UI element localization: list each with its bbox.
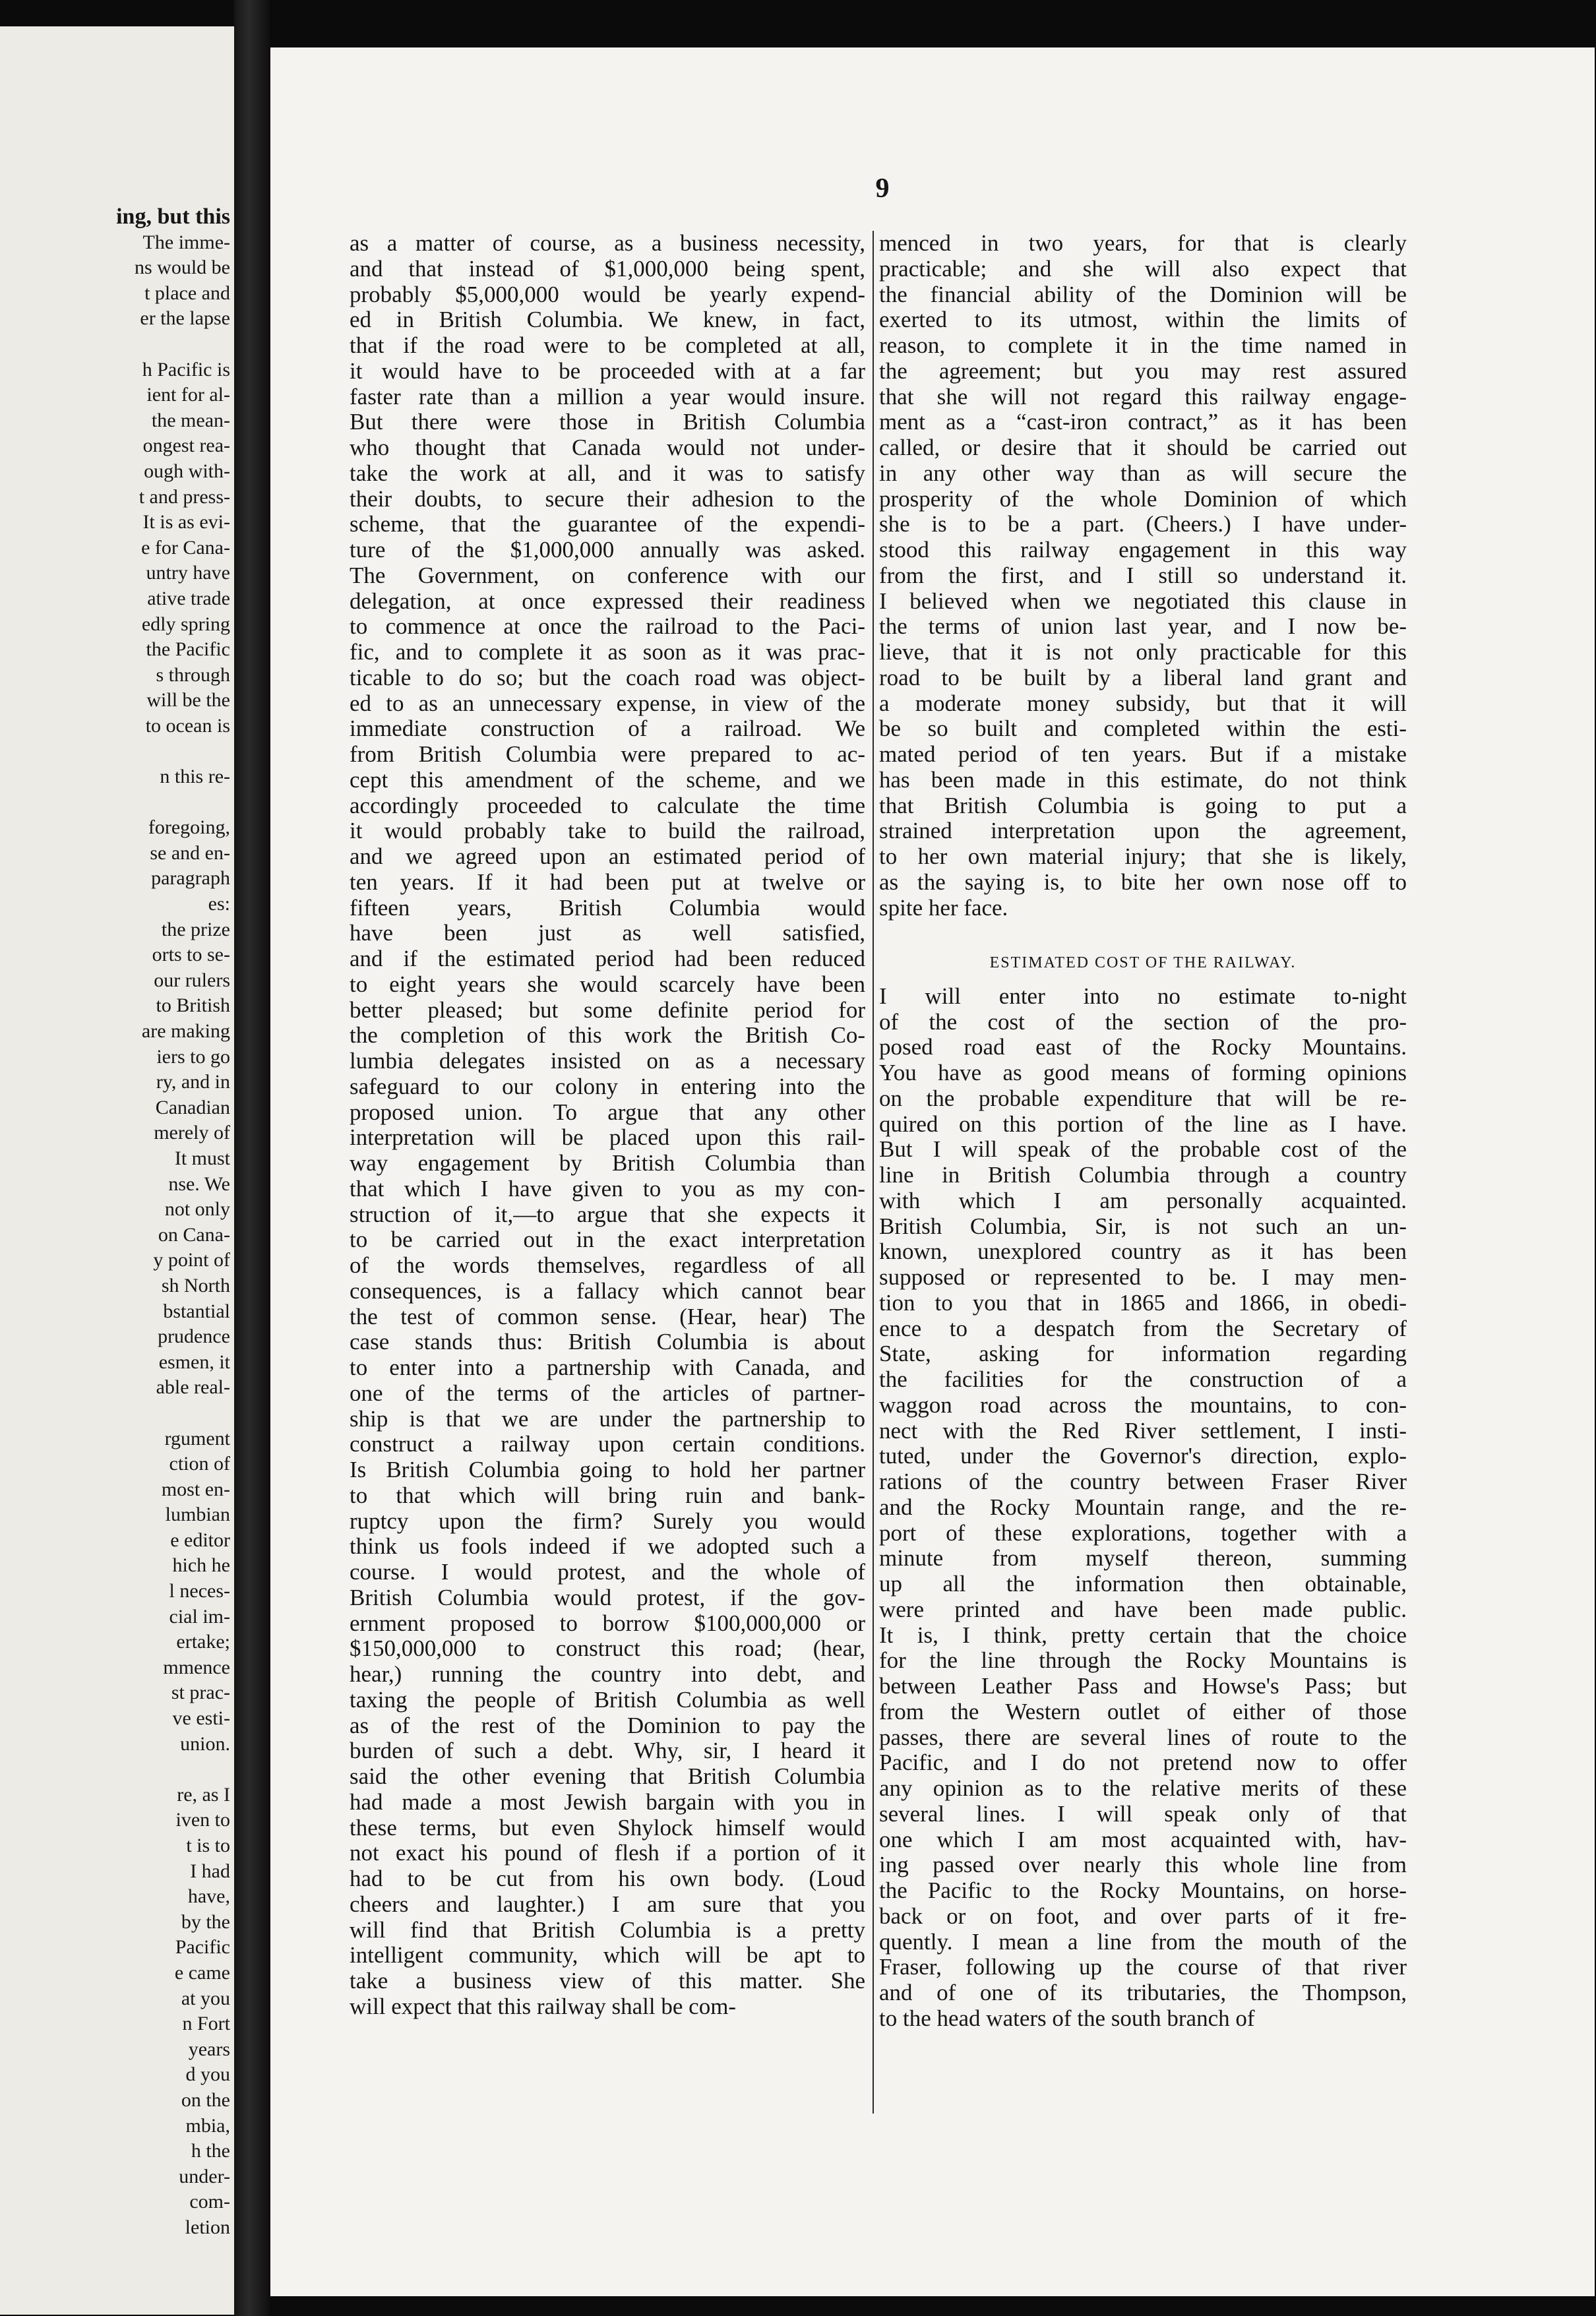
left-page-fragment: will be the xyxy=(146,689,230,712)
left-page-fragment xyxy=(6,1401,230,1426)
text-line: ing passed over nearly this whole line from xyxy=(879,1852,1407,1878)
left-page-fragment: union. xyxy=(180,1732,230,1755)
text-line: It is, I think, pretty certain that the choice xyxy=(879,1622,1407,1648)
left-page-fragment: com- xyxy=(189,2191,230,2213)
text-line: back or on foot, and over parts of it fre- xyxy=(879,1903,1407,1929)
left-page-fragment: cial im- xyxy=(169,1605,230,1628)
text-line: scheme, that the guarantee of the expendi- xyxy=(350,511,865,537)
left-page-fragment: the Pacific xyxy=(146,638,230,661)
text-line: strained interpretation upon the agreement, xyxy=(879,818,1407,844)
text-line: in any other way than as will secure the xyxy=(879,460,1407,486)
left-page-fragment: paragraph xyxy=(151,867,230,890)
text-line: were printed and have been made public. xyxy=(879,1596,1407,1622)
text-line: line in British Columbia through a country xyxy=(879,1162,1407,1188)
text-line: one of the terms of the articles of partner- xyxy=(350,1380,865,1406)
left-page-fragment: It must xyxy=(174,1147,230,1169)
text-line: that British Columbia is going to put a xyxy=(879,792,1407,818)
left-page-fragment: ative trade xyxy=(147,587,230,609)
text-line: will expect that this railway shall be com- xyxy=(350,1993,737,2019)
left-page-fragment: at you xyxy=(181,1987,230,2009)
left-page-fragment: ing, but this xyxy=(116,204,230,229)
text-line: menced in two years, for that is clearly xyxy=(879,230,1407,256)
text-line: the test of common sense. (Hear, hear) The xyxy=(350,1303,865,1329)
text-line: for the line through the Rocky Mountains is xyxy=(879,1647,1407,1674)
left-page-fragment: t place and xyxy=(144,282,230,304)
text-line: several lines. I will speak only of that xyxy=(879,1800,1407,1827)
text-column-right-part2 xyxy=(879,984,1407,2032)
text-line: be so built and completed within the esti- xyxy=(879,716,1407,742)
text-line: not exact his pound of flesh if a portion of it xyxy=(350,1840,865,1866)
text-line: tion to you that in 1865 and 1866, in obedi- xyxy=(879,1289,1407,1316)
text-line: the facilities for the construction of a xyxy=(879,1366,1407,1392)
left-page-fragment: e editor xyxy=(170,1529,230,1551)
text-line: the terms of union last year, and I now be- xyxy=(879,613,1407,640)
text-line: cept this amendment of the scheme, and we xyxy=(350,766,865,793)
text-line: tuted, under the Governor's direction, explo- xyxy=(879,1443,1407,1469)
text-line: waggon road across the mountains, to con- xyxy=(879,1391,1407,1418)
text-line: and the Rocky Mountain range, and the re- xyxy=(879,1494,1407,1520)
text-line: Is British Columbia going to hold her partner xyxy=(350,1457,865,1482)
text-line: accordingly proceeded to calculate the time xyxy=(350,792,865,818)
text-line: as a matter of course, as a business necessity, xyxy=(350,230,865,256)
text-line: to eight years she would scarcely have been xyxy=(350,971,865,997)
left-page-fragment: Pacific xyxy=(175,1936,230,1959)
text-line: a moderate money subsidy, but that it will xyxy=(879,690,1407,716)
text-line: ed in British Columbia. We knew, in fact, xyxy=(350,307,865,333)
text-line: have been just as well satisfied, xyxy=(350,920,865,946)
text-line: But there were those in British Columbia xyxy=(350,409,865,435)
text-line: to commence at once the railroad to the Paci- xyxy=(350,613,865,640)
left-page-fragment: se and en- xyxy=(150,841,230,864)
left-page-fragment: ient for al- xyxy=(146,384,230,406)
left-page-fragment: e for Cana- xyxy=(141,536,230,559)
text-line: faster rate than a million a year would insure. xyxy=(350,383,865,410)
text-line: ture of the $1,000,000 annually was asked. xyxy=(350,537,865,563)
text-line: quently. I mean a line from the mouth of the xyxy=(879,1928,1407,1955)
left-page-fragment: bstantial xyxy=(163,1300,230,1322)
text-line: ence to a despatch from the Secretary of xyxy=(879,1315,1407,1341)
left-page-fragment: the prize xyxy=(161,918,230,940)
text-line: But I will speak of the probable cost of the xyxy=(879,1136,1407,1163)
text-line: construct a railway upon certain conditions. xyxy=(350,1431,865,1457)
left-page-fragment: nse. We xyxy=(168,1173,230,1195)
text-line: nect with the Red River settlement, I insti- xyxy=(879,1417,1407,1444)
left-page-fragment: not only xyxy=(164,1198,230,1221)
text-line: their doubts, to secure their adhesion to the xyxy=(350,485,865,512)
left-page-fragment: mbia, xyxy=(185,2114,230,2137)
left-page-edge xyxy=(0,26,234,2315)
text-line: quired on this portion of the line as I have. xyxy=(879,1111,1407,1137)
left-page-fragment: l neces- xyxy=(169,1580,230,1602)
left-page-fragment: Canadian xyxy=(155,1096,230,1118)
left-page-fragment: have, xyxy=(187,1885,230,1908)
text-line: rations of the country between Fraser River xyxy=(879,1469,1407,1494)
text-line: ticable to do so; but the coach road was object- xyxy=(350,664,865,690)
left-page-text-fragments xyxy=(6,204,230,2241)
left-page-fragment: h the xyxy=(191,2140,230,2162)
left-page-fragment: lumbian xyxy=(165,1504,230,1526)
text-line: taxing the people of British Columbia as well xyxy=(350,1686,865,1713)
left-page-fragment: e came xyxy=(174,1961,230,1984)
left-page-fragment: ns would be xyxy=(135,257,230,279)
left-page-fragment: iers to go xyxy=(156,1045,230,1068)
left-page-fragment: hich he xyxy=(172,1554,230,1577)
left-page-fragment: able real- xyxy=(156,1376,230,1399)
left-page-fragment: re, as I xyxy=(177,1783,230,1806)
text-line: exerted to its utmost, within the limits of xyxy=(879,307,1407,333)
text-line: stood this railway engagement in this way xyxy=(879,537,1407,563)
left-page-fragment: most en- xyxy=(161,1478,230,1500)
text-line: to enter into a partnership with Canada, and xyxy=(350,1355,865,1380)
text-line: way engagement by British Columbia than xyxy=(350,1150,865,1176)
text-line: the agreement; but you may rest assured xyxy=(879,357,1407,384)
text-line: and of one of its tributaries, the Thompson, xyxy=(879,1980,1407,2005)
left-page-fragment: are making xyxy=(141,1020,230,1042)
text-line: think us fools indeed if we adopted such a xyxy=(350,1533,865,1560)
text-line: had made a most Jewish bargain with you in xyxy=(350,1788,865,1815)
text-line: of the words themselves, regardless of all xyxy=(350,1252,865,1278)
text-line: will find that British Columbia is a pretty xyxy=(350,1916,865,1943)
left-page-fragment: The imme- xyxy=(142,231,230,253)
text-line: ed to as an unnecessary expense, in view of the xyxy=(350,690,865,716)
left-page-fragment: orts to se- xyxy=(152,944,230,966)
text-line: mated period of ten years. But if a mistake xyxy=(879,741,1407,767)
book-gutter xyxy=(234,0,270,2316)
spacer xyxy=(879,921,1407,946)
text-line: and if the estimated period had been reduced xyxy=(350,946,865,971)
left-page-fragment: to ocean is xyxy=(145,714,230,737)
text-line: has been made in this estimate, do not think xyxy=(879,766,1407,793)
text-line: struction of it,—to argue that she expects it xyxy=(350,1201,865,1227)
text-line: delegation, at once expressed their readiness xyxy=(350,588,865,614)
text-line: spite her face. xyxy=(879,894,1008,921)
text-line: from the first, and I still so understand it. xyxy=(879,562,1407,588)
text-line: course. I would protest, and the whole of xyxy=(350,1559,865,1585)
left-page-fragment: untry have xyxy=(146,562,230,584)
text-line: called, or desire that it should be carried out xyxy=(879,435,1407,460)
spacer xyxy=(879,976,1407,984)
text-line: consequences, is a fallacy which cannot bear xyxy=(350,1277,865,1304)
left-page-fragment: I had xyxy=(190,1860,230,1882)
left-page-fragment xyxy=(6,332,230,357)
left-page-fragment: on Cana- xyxy=(158,1223,230,1246)
text-line: ruptcy upon the firm? Surely you would xyxy=(350,1508,865,1534)
text-line: better pleased; but some definite period for xyxy=(350,996,865,1023)
left-page-fragment: ough with- xyxy=(144,460,230,482)
left-page-fragment: esmen, it xyxy=(158,1351,230,1373)
left-page-fragment: st prac- xyxy=(171,1682,230,1704)
text-line: she is to be a part. (Cheers.) I have under- xyxy=(879,511,1407,537)
text-line: take a business view of this matter. She xyxy=(350,1968,865,1994)
left-page-fragment: merely of xyxy=(154,1122,230,1144)
left-page-fragment: ction of xyxy=(169,1453,230,1475)
text-line: case stands thus: British Columbia is about xyxy=(350,1329,865,1355)
text-line: the financial ability of the Dominion will be xyxy=(879,281,1407,307)
left-page-fragment: iven to xyxy=(175,1809,230,1831)
left-page-fragment: y point of xyxy=(153,1249,230,1271)
text-line: $150,000,000 to construct this road; (hear, xyxy=(350,1635,865,1662)
text-line: I believed when we negotiated this clause in xyxy=(879,588,1407,614)
left-page-fragment: n this re- xyxy=(160,766,230,788)
text-line: as of the rest of the Dominion to pay the xyxy=(350,1712,865,1738)
left-page-fragment: years xyxy=(188,2038,230,2060)
text-line: had to be cut from his own body. (Loud xyxy=(350,1866,865,1891)
left-page-fragment: sh North xyxy=(161,1274,230,1296)
text-line: and we agreed upon an estimated period of xyxy=(350,843,865,869)
text-line: of the cost of the section of the pro- xyxy=(879,1008,1407,1035)
left-page-fragment: t is to xyxy=(186,1835,230,1856)
text-line: burden of such a debt. Why, sir, I heard it xyxy=(350,1738,865,1764)
text-line: from British Columbia were prepared to ac- xyxy=(350,741,865,767)
text-line: immediate construction of a railroad. We xyxy=(350,716,865,742)
text-line: the Pacific to the Rocky Mountains, on horse- xyxy=(879,1877,1407,1903)
left-page-fragment: prudence xyxy=(158,1326,230,1348)
left-page-fragment xyxy=(6,1757,230,1783)
text-line: said the other evening that British Columbia xyxy=(350,1763,865,1789)
section-heading: ESTIMATED COST OF THE RAILWAY. xyxy=(989,954,1297,971)
text-line: to the head waters of the south branch of xyxy=(879,2005,1255,2031)
left-page-fragment: letion xyxy=(185,2216,230,2238)
left-page-fragment: d you xyxy=(185,2063,230,2086)
left-page-fragment: t and press- xyxy=(138,485,230,508)
text-line: proposed union. To argue that any other xyxy=(350,1099,865,1125)
left-page-fragment: h Pacific is xyxy=(142,358,230,381)
text-line: lieve, that it is not only practicable for this xyxy=(879,639,1407,665)
text-line: minute from myself thereon, summing xyxy=(879,1545,1407,1571)
text-line: it would probably take to build the railroad, xyxy=(350,818,865,844)
text-line: on the probable expenditure that will be re- xyxy=(879,1085,1407,1111)
text-line: who thought that Canada would not under- xyxy=(350,435,865,460)
left-page-fragment: n Fort xyxy=(182,2013,230,2035)
text-line: to her own material injury; that she is likely, xyxy=(879,843,1407,869)
left-page-fragment xyxy=(6,790,230,816)
text-line: British Columbia, Sir, is not such an un- xyxy=(879,1213,1407,1239)
text-line: practicable; and she will also expect that xyxy=(879,255,1407,282)
left-page-fragment: er the lapse xyxy=(140,307,230,330)
left-page-fragment: mmence xyxy=(163,1656,230,1678)
text-line: The Government, on conference with our xyxy=(350,562,865,588)
text-line: it would have to be proceeded with at a far xyxy=(350,357,865,384)
left-page-fragment: edly spring xyxy=(141,613,230,635)
left-page-fragment: the mean- xyxy=(151,409,230,431)
text-line: up all the information then obtainable, xyxy=(879,1571,1407,1597)
text-line: British Columbia would protest, if the gov- xyxy=(350,1584,865,1610)
text-line: hear,) running the country into debt, and xyxy=(350,1661,865,1687)
text-line: one which I am most acquainted with, hav- xyxy=(879,1826,1407,1852)
text-line: interpretation will be placed upon this rail- xyxy=(350,1124,865,1151)
text-line: any opinion as to the relative merits of these xyxy=(879,1775,1407,1801)
text-line: port of these explorations, together with a xyxy=(879,1519,1407,1546)
text-line: safeguard to our colony in entering into the xyxy=(350,1073,865,1099)
text-line: from the Western outlet of either of those xyxy=(879,1698,1407,1724)
text-column-left xyxy=(350,231,865,2020)
text-line: with which I am personally acquainted. xyxy=(879,1187,1407,1213)
left-page-fragment: It is as evi- xyxy=(142,511,230,533)
text-line: intelligent community, which will be apt to xyxy=(350,1942,865,1968)
text-line: Fraser, following up the course of that river xyxy=(879,1954,1407,1980)
text-line: reason, to complete it in the time named in xyxy=(879,332,1407,358)
text-line: cheers and laughter.) I am sure that you xyxy=(350,1891,865,1917)
text-line: I will enter into no estimate to-night xyxy=(879,983,1407,1009)
left-page-fragment: to British xyxy=(156,994,230,1017)
text-line: between Leather Pass and Howse's Pass; but xyxy=(879,1673,1407,1699)
left-page-fragment: es: xyxy=(208,893,230,915)
text-line: State, asking for information regarding xyxy=(879,1341,1407,1367)
left-page-fragment: our rulers xyxy=(154,969,230,991)
left-page-fragment: ry, and in xyxy=(156,1071,230,1093)
text-column-right-part1 xyxy=(879,231,1407,921)
text-line: to be carried out in the exact interpretation xyxy=(350,1227,865,1253)
text-line: prosperity of the whole Dominion of which xyxy=(879,485,1407,512)
text-line: to that which will bring ruin and bank- xyxy=(350,1482,865,1508)
text-line: Pacific, and I do not pretend now to offer xyxy=(879,1750,1407,1776)
text-line: that which I have given to you as my con- xyxy=(350,1175,865,1202)
text-line: fifteen years, British Columbia would xyxy=(350,894,865,921)
left-page-fragment: ve esti- xyxy=(172,1707,230,1730)
left-page-fragment xyxy=(6,739,230,764)
left-page-fragment: ertake; xyxy=(176,1631,230,1653)
text-line: take the work at all, and it was to satisfy xyxy=(350,460,865,486)
text-line: these terms, but even Shylock himself would xyxy=(350,1814,865,1841)
text-line: the completion of this work the British Co- xyxy=(350,1022,865,1049)
text-line: ernment proposed to borrow $100,000,000 or xyxy=(350,1610,865,1636)
text-line: You have as good means of forming opinions xyxy=(879,1060,1407,1085)
text-line: road to be built by a liberal land grant and xyxy=(879,664,1407,690)
text-line: ten years. If it had been put at twelve or xyxy=(350,868,865,895)
left-page-fragment: ongest rea- xyxy=(142,435,230,457)
left-page-fragment: on the xyxy=(181,2088,230,2111)
text-line: known, unexplored country as it has been xyxy=(879,1238,1407,1265)
text-line: supposed or represented to be. I may men- xyxy=(879,1264,1407,1290)
left-page-fragment: foregoing, xyxy=(148,816,230,839)
column-divider xyxy=(873,231,874,2114)
left-page-fragment: under- xyxy=(179,2165,230,2187)
text-line: posed road east of the Rocky Mountains. xyxy=(879,1034,1407,1060)
text-line: that if the road were to be completed at all, xyxy=(350,332,865,358)
left-page-fragment: rgument xyxy=(164,1427,230,1449)
text-line: and that instead of $1,000,000 being spent, xyxy=(350,255,865,282)
text-line: passes, there are several lines of route to the xyxy=(879,1724,1407,1750)
text-line: that she will not regard this railway engage- xyxy=(879,383,1407,410)
text-line: lumbia delegates insisted on as a necessary xyxy=(350,1048,865,1074)
text-line: fic, and to complete it as soon as it was prac- xyxy=(350,639,865,665)
text-line: ship is that we are under the partnership to xyxy=(350,1405,865,1432)
text-line: as the saying is, to bite her own nose off to xyxy=(879,868,1407,895)
text-line: probably $5,000,000 would be yearly expend- xyxy=(350,281,865,307)
left-page-fragment: s through xyxy=(156,663,230,686)
page-number: 9 xyxy=(875,173,890,204)
left-page-fragment: by the xyxy=(181,1910,230,1933)
text-column-right xyxy=(879,231,1407,2032)
text-line: ment as a “cast-iron contract,” as it has been xyxy=(879,409,1407,435)
